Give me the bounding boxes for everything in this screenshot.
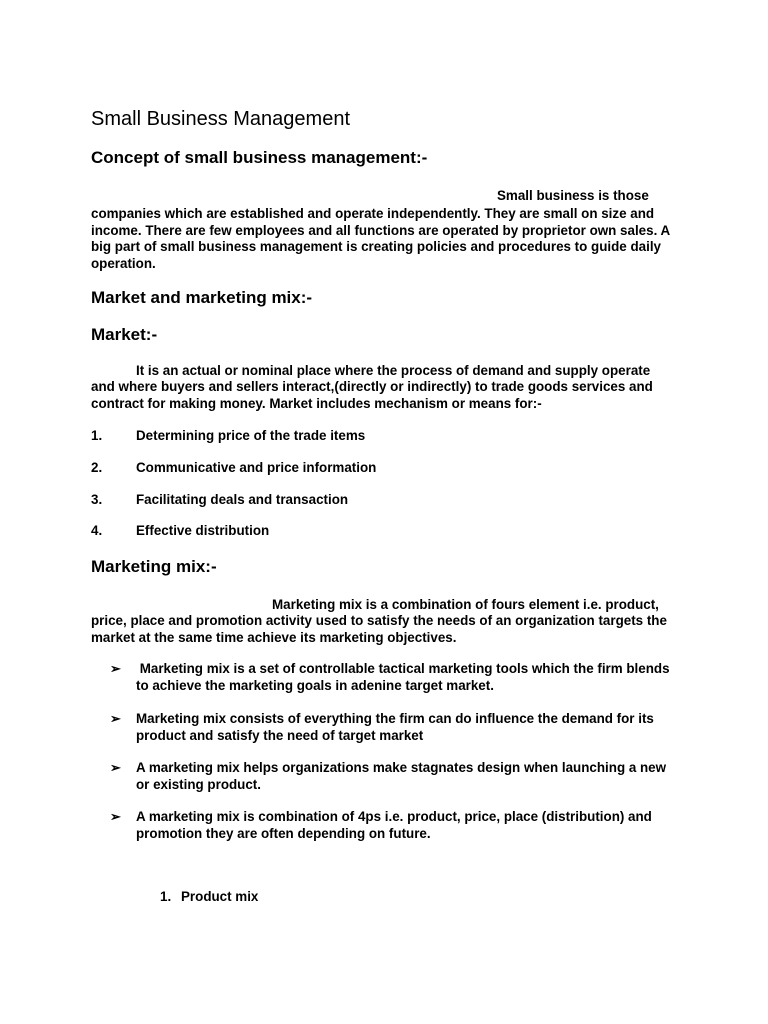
arrow-bullet-icon: ➢ <box>110 661 121 676</box>
concept-heading: Concept of small business management:- <box>91 148 428 167</box>
mix-paragraph-first-line: Marketing mix is a combination of fours element i.e. product, <box>272 597 659 612</box>
list-item-number: 3. <box>91 492 103 507</box>
list-item-number: 1. <box>91 428 103 443</box>
market-heading: Market:- <box>91 325 158 344</box>
list-item-text: A marketing mix helps organizations make stagnates design when launching a new or existing product. <box>136 760 667 792</box>
list-item-text: Marketing mix consists of everything the firm can do influence the demand for its product and satisfy the need of target market <box>136 711 654 743</box>
market-and-mix-heading: Market and marketing mix:- <box>91 288 313 307</box>
market-paragraph: and where buyers and sellers interact,(directly or indirectly) to trade goods services and contract for making money. Market includes mechanism or means for:- <box>91 379 653 411</box>
list-item-number: 4. <box>91 523 103 538</box>
list-item-text: Marketing mix is a set of controllable tactical marketing tools which the firm blends to achieve the marketing goals in adenine target market. <box>136 661 674 693</box>
document-title: Small Business Management <box>91 108 351 130</box>
arrow-bullet-icon: ➢ <box>110 711 121 726</box>
list-item-text: Facilitating deals and transaction <box>136 492 349 507</box>
list-item-text: A marketing mix is combination of 4ps i.e. product, price, place (distribution) and promotion they are often depending on future. <box>136 809 652 841</box>
concept-paragraph: companies which are established and operate independently. They are small on size and income. There are few employees and all functions are operated by proprietor own sales. A big part of small business management is creating policies and procedures to guide daily operation. <box>91 206 670 271</box>
arrow-bullet-icon: ➢ <box>110 809 121 824</box>
list-item-number: 1. <box>160 889 172 904</box>
list-item-text: Product mix <box>181 889 259 904</box>
concept-paragraph-first-line: Small business is those <box>497 188 649 203</box>
list-item-text: Communicative and price information <box>136 460 377 475</box>
arrow-bullet-icon: ➢ <box>110 760 121 775</box>
market-paragraph-first-line: It is an actual or nominal place where the process of demand and supply operate <box>136 363 651 378</box>
list-item-text: Effective distribution <box>136 523 270 538</box>
list-item-text: Determining price of the trade items <box>136 428 366 443</box>
marketing-mix-heading: Marketing mix:- <box>91 557 217 576</box>
list-item-number: 2. <box>91 460 103 475</box>
mix-paragraph: price, place and promotion activity used to satisfy the needs of an organization targets the market at the same time achieve its marketing objectives. <box>91 613 667 645</box>
